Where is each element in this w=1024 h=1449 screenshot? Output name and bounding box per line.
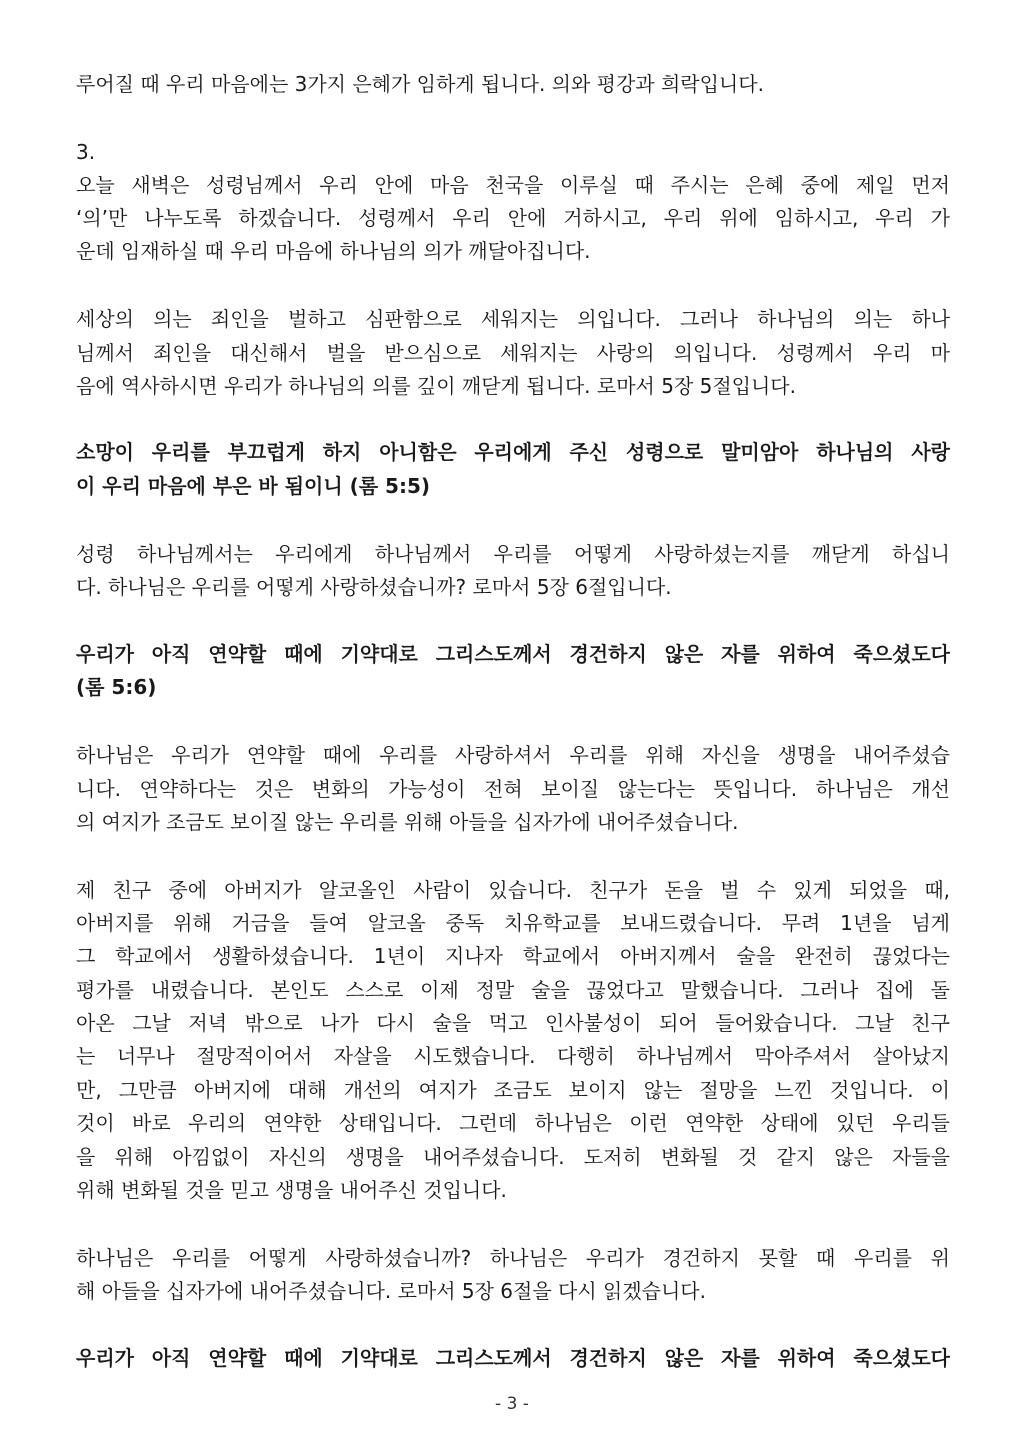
text-line: 해 아들을 십자가에 내어주셨습니다. 로마서 5장 6절을 다시 읽겠습니다. bbox=[76, 1279, 706, 1303]
page-number: - 3 - bbox=[495, 1394, 529, 1414]
text-line: 위해 변화될 것을 믿고 생명을 내어주신 것입니다. bbox=[76, 1178, 507, 1202]
text-line: 음에 역사하시면 우리가 하나님의 의를 깊이 깨닫게 됩니다. 로마서 5장 5절입니다. bbox=[76, 374, 796, 398]
scripture-quote: 우리가 아직 연약할 때에 기약대로 그리스도께서 경건하지 않은 자를 위하여 죽으셨도다 bbox=[76, 642, 950, 666]
text-line: 것이 바로 우리의 연약한 상태입니다. 그런데 하나님은 이런 연약한 상태에 있던 우리들 bbox=[76, 1111, 950, 1135]
scripture-quote: 이 우리 마음에 부은 바 됨이니 (롬 5:5) bbox=[76, 474, 431, 498]
section-number: 3. bbox=[76, 140, 96, 164]
text-line: 하나님은 우리가 연약할 때에 우리를 사랑하셔서 우리를 위해 자신을 생명을 내어주셨습 bbox=[76, 743, 950, 767]
scripture-quote: 우리가 아직 연약할 때에 기약대로 그리스도께서 경건하지 않은 자를 위하여 죽으셨도다 bbox=[76, 1346, 950, 1370]
text-line: 다. 하나님은 우리를 어떻게 사랑하셨습니까? 로마서 5장 6절입니다. bbox=[76, 575, 672, 599]
scripture-quote: (롬 5:6) bbox=[76, 675, 157, 699]
text-line: 아버지를 위해 거금을 들여 알코올 중독 치유학교를 보내드렸습니다. 무려 1년을 넘게 bbox=[76, 911, 950, 935]
text-line: 운데 임재하실 때 우리 마음에 하나님의 의가 깨달아집니다. bbox=[76, 239, 591, 263]
text-line: 평가를 내렸습니다. 본인도 스스로 이제 정말 술을 끊었다고 말했습니다. 그러나 집에 돌 bbox=[76, 978, 950, 1002]
text-line: 는 너무나 절망적이어서 자살을 시도했습니다. 다행히 하나님께서 막아주셔서 살아났지 bbox=[76, 1044, 950, 1068]
text-line: 의 여지가 조금도 보이질 않는 우리를 위해 아들을 십자가에 내어주셨습니다. bbox=[76, 810, 739, 834]
text-line: 니다. 연약하다는 것은 변화의 가능성이 전혀 보이질 않는다는 뜻입니다. 하나님은 개선 bbox=[76, 777, 950, 801]
text-line: 을 위해 아낌없이 자신의 생명을 내어주셨습니다. 도저히 변화될 것 같지 않은 자들을 bbox=[76, 1145, 950, 1169]
text-line: ‘의’만 나누도록 하겠습니다. 성령께서 우리 안에 거하시고, 우리 위에 임하시고, 우리 가 bbox=[76, 206, 950, 230]
text-line: 님께서 죄인을 대신해서 벌을 받으심으로 세워지는 사랑의 의입니다. 성령께서 우리 마 bbox=[76, 341, 950, 365]
text-line: 세상의 의는 죄인을 벌하고 심판함으로 세워지는 의입니다. 그러나 하나님의 의는 하나 bbox=[76, 307, 950, 331]
text-line: 만, 그만큼 아버지에 대해 개선의 여지가 조금도 보이지 않는 절망을 느낀 것입니다. 이 bbox=[76, 1078, 950, 1102]
text-line: 아온 그날 저녁 밖으로 나가 다시 술을 먹고 인사불성이 되어 들어왔습니다. 그날 친구 bbox=[76, 1011, 950, 1035]
text-line: 하나님은 우리를 어떻게 사랑하셨습니까? 하나님은 우리가 경건하지 못할 때 우리를 위 bbox=[76, 1246, 950, 1270]
text-line: 오늘 새벽은 성령님께서 우리 안에 마음 천국을 이루실 때 주시는 은혜 중에 제일 먼저 bbox=[76, 173, 950, 197]
text-line: 루어질 때 우리 마음에는 3가지 은혜가 임하게 됩니다. 의와 평강과 희락입니다. bbox=[76, 72, 764, 96]
text-line: 그 학교에서 생활하셨습니다. 1년이 지나자 학교에서 아버지께서 술을 완전히 끊었다는 bbox=[76, 944, 950, 968]
scripture-quote: 소망이 우리를 부끄럽게 하지 아니함은 우리에게 주신 성령으로 말미암아 하나님의 사랑 bbox=[76, 440, 950, 464]
text-line: 성령 하나님께서는 우리에게 하나님께서 우리를 어떻게 사랑하셨는지를 깨닫게 하십니 bbox=[76, 542, 950, 566]
text-line: 제 친구 중에 아버지가 알코올인 사람이 있습니다. 친구가 돈을 벌 수 있게 되었을 때, bbox=[76, 878, 950, 902]
